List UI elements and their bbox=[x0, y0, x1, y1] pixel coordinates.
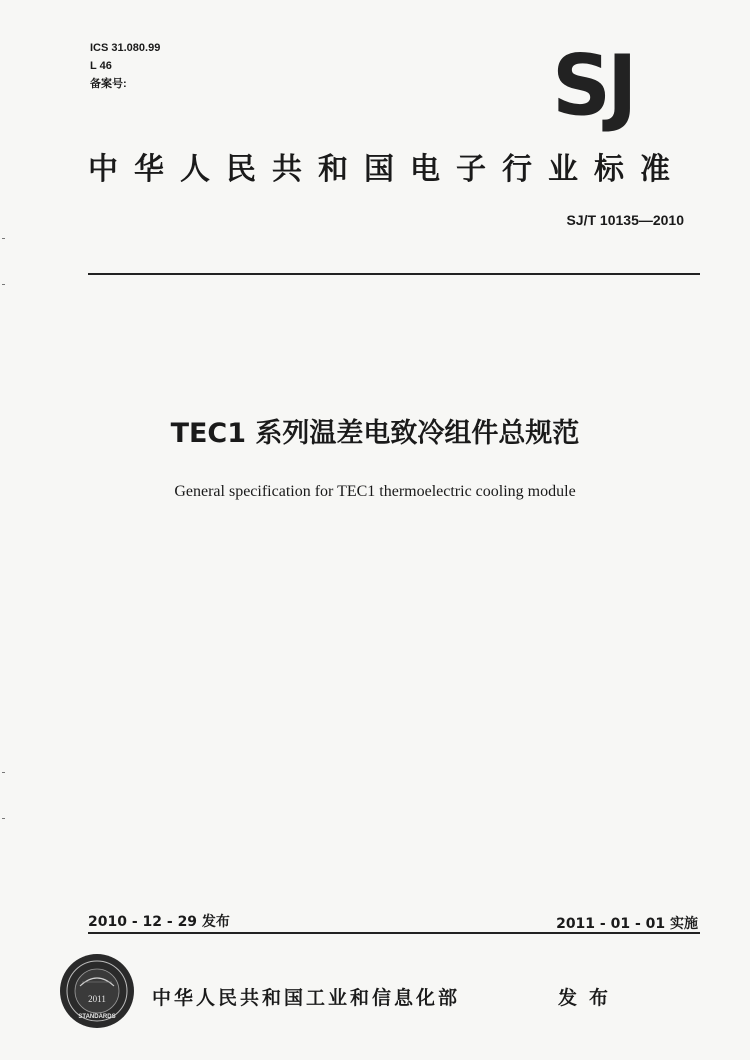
seal-year: 2011 bbox=[88, 994, 106, 1004]
document-title-en: General specification for TEC1 thermoelectric cooling module bbox=[174, 483, 576, 500]
scan-mark bbox=[2, 772, 5, 773]
classification-code: L 46 bbox=[90, 60, 112, 72]
ics-code: ICS 31.080.99 bbox=[90, 42, 161, 54]
scan-mark bbox=[2, 818, 5, 819]
record-number-label: 备案号: bbox=[90, 78, 127, 90]
standard-number: SJ/T 10135—2010 bbox=[566, 212, 684, 228]
publish-label: 发布 bbox=[558, 987, 621, 1009]
implementation-date: 2011 - 01 - 01 实施 bbox=[556, 916, 698, 932]
scan-mark bbox=[2, 238, 5, 239]
sj-logo: SJ bbox=[552, 38, 634, 135]
top-divider bbox=[88, 273, 700, 275]
standard-category-title: 中华人民共和国电子行业标准 bbox=[88, 152, 686, 187]
scan-mark bbox=[2, 284, 5, 285]
issuing-authority: 中华人民共和国工业和信息化部 bbox=[152, 987, 461, 1009]
seal-text: STANDARDS bbox=[78, 1014, 116, 1020]
ministry-seal-icon bbox=[58, 952, 136, 1030]
document-title-zh: TEC1 系列温差电致冷组件总规范 bbox=[170, 418, 580, 449]
issue-date: 2010 - 12 - 29 发布 bbox=[88, 914, 230, 930]
bottom-divider bbox=[88, 932, 700, 934]
